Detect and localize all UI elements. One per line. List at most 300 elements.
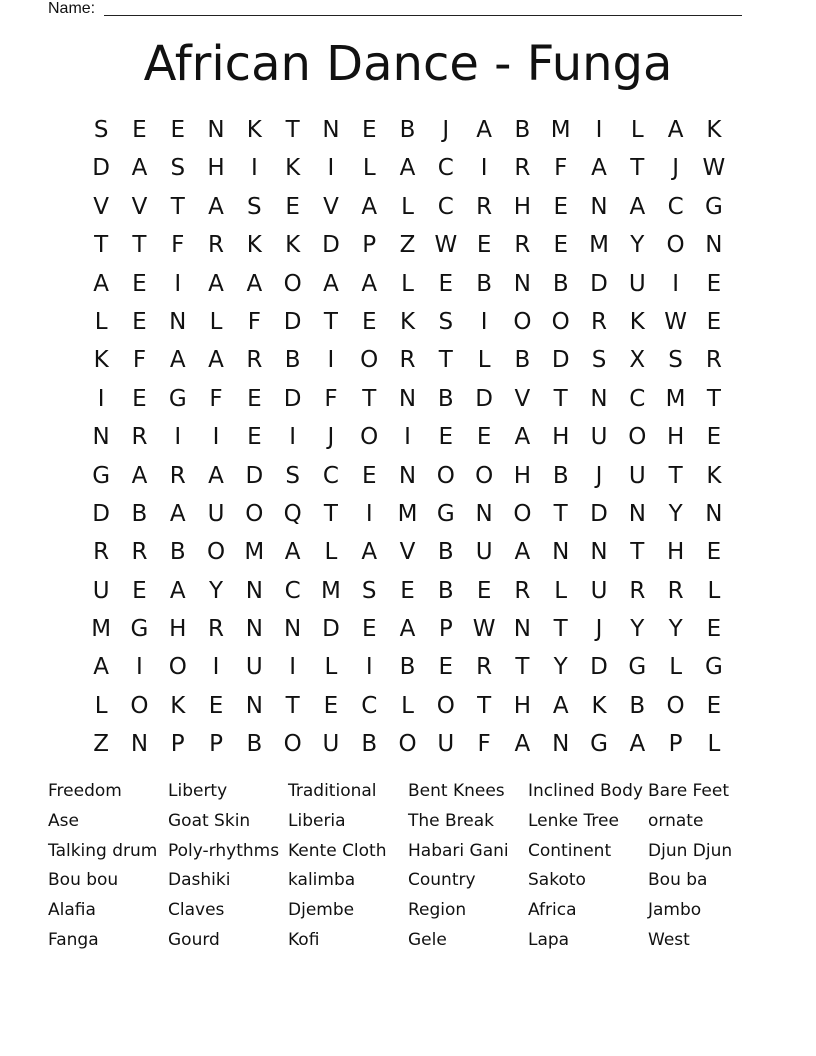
grid-cell: H: [666, 424, 685, 451]
grid-cell: O: [360, 424, 379, 451]
grid-cell: N: [322, 117, 340, 143]
grid-cell: A: [361, 193, 378, 220]
grid-cell: I: [672, 270, 679, 297]
grid-cell: O: [513, 308, 532, 335]
word-list-item: Continent: [528, 840, 612, 861]
word-list-item: Inclined Body: [528, 781, 643, 801]
grid-cell: B: [437, 577, 454, 604]
grid-cell: B: [514, 347, 531, 374]
grid-cell: L: [362, 155, 376, 182]
grid-cell: B: [361, 731, 378, 758]
grid-cell: C: [629, 385, 646, 412]
grid-cell: E: [361, 462, 377, 489]
grid-cell: T: [553, 385, 568, 412]
grid-cell: N: [552, 731, 570, 758]
grid-cell: O: [283, 731, 302, 758]
grid-cell: B: [131, 500, 148, 527]
grid-cell: K: [285, 232, 301, 259]
grid-cell: H: [513, 462, 532, 489]
grid-cell: J: [672, 155, 679, 182]
grid-cell: E: [400, 577, 415, 604]
word-list-item: Alafia: [48, 900, 96, 921]
grid-cell: Y: [668, 500, 683, 527]
grid-cell: M: [397, 500, 418, 527]
word-list-item: Region: [408, 900, 467, 921]
grid-cell: A: [323, 270, 339, 297]
grid-cell: D: [245, 462, 264, 489]
grid-cell: P: [438, 616, 453, 643]
grid-cell: L: [324, 539, 338, 566]
grid-cell: N: [705, 500, 723, 527]
grid-cell: A: [208, 347, 224, 374]
grid-cell: U: [92, 577, 110, 604]
word-list-item: Liberia: [288, 810, 346, 831]
grid-cell: A: [667, 117, 684, 143]
grid-cell: C: [284, 577, 301, 604]
grid-cell: S: [170, 155, 186, 182]
grid-cell: L: [707, 731, 721, 758]
grid-cell: N: [513, 616, 532, 643]
grid-cell: I: [365, 654, 373, 681]
grid-cell: R: [514, 155, 531, 182]
word-list-item: Jambo: [648, 900, 702, 921]
grid-cell: C: [322, 462, 339, 489]
grid-cell: G: [704, 654, 723, 681]
grid-cell: M: [589, 232, 609, 259]
grid-cell: R: [399, 347, 416, 374]
grid-cell: L: [94, 692, 108, 719]
grid-cell: H: [169, 616, 187, 643]
grid-cell: E: [132, 385, 147, 412]
grid-cell: P: [209, 731, 223, 758]
grid-cell: M: [550, 117, 571, 143]
grid-cell: K: [93, 347, 109, 374]
grid-cell: E: [438, 270, 454, 297]
grid-cell: K: [246, 232, 262, 259]
grid-cell: A: [93, 654, 110, 681]
grid-cell: Z: [399, 232, 416, 259]
grid-cell: J: [595, 616, 603, 643]
grid-cell: N: [590, 385, 608, 412]
grid-cell: Y: [630, 232, 645, 259]
grid-cell: Q: [283, 500, 302, 527]
grid-cell: Z: [93, 731, 110, 758]
grid-cell: E: [706, 539, 722, 566]
grid-cell: E: [361, 616, 377, 643]
word-list: [48, 778, 768, 957]
grid-cell: R: [629, 577, 646, 604]
grid-cell: S: [93, 117, 109, 143]
grid-cell: R: [476, 193, 493, 220]
grid-cell: B: [514, 117, 531, 143]
grid-cell: R: [131, 539, 148, 566]
grid-cell: T: [323, 308, 338, 335]
grid-cell: Y: [553, 654, 568, 681]
word-list-item: Kente Cloth: [288, 840, 387, 861]
grid-cell: E: [476, 424, 492, 451]
grid-cell: N: [552, 539, 570, 566]
grid-cell: U: [590, 577, 608, 604]
grid-cell: E: [285, 193, 300, 220]
word-list-item: Traditional: [288, 781, 377, 801]
grid-cell: N: [245, 577, 263, 604]
word-list-item: West: [648, 929, 690, 950]
word-list-item: The Break: [408, 810, 495, 831]
grid-cell: O: [130, 692, 149, 719]
grid-cell: A: [514, 731, 531, 758]
word-list-item: Freedom: [48, 781, 122, 801]
grid-cell: O: [628, 424, 647, 451]
grid-cell: U: [245, 654, 263, 681]
grid-cell: I: [212, 654, 220, 681]
grid-cell: T: [668, 462, 683, 489]
grid-cell: M: [91, 616, 112, 643]
grid-cell: E: [553, 193, 568, 220]
grid-cell: L: [630, 117, 644, 143]
grid-cell: E: [706, 308, 722, 335]
grid-cell: T: [285, 117, 300, 143]
grid-cell: T: [553, 616, 568, 643]
grid-cell: L: [94, 308, 108, 335]
page-title: African Dance - Funga: [143, 36, 673, 92]
grid-cell: H: [666, 539, 685, 566]
grid-cell: E: [132, 270, 147, 297]
grid-cell: R: [514, 577, 531, 604]
grid-cell: S: [438, 308, 454, 335]
word-list-item: Bent Knees: [408, 781, 505, 801]
grid-cell: T: [553, 500, 568, 527]
grid-cell: P: [170, 731, 185, 758]
grid-cell: D: [283, 308, 302, 335]
grid-cell: B: [399, 654, 416, 681]
grid-cell: E: [132, 117, 147, 143]
grid-cell: G: [704, 193, 723, 220]
grid-cell: L: [209, 308, 223, 335]
grid-cell: E: [706, 616, 722, 643]
grid-cell: T: [323, 500, 338, 527]
grid-cell: E: [438, 424, 454, 451]
grid-cell: L: [477, 347, 491, 374]
grid-cell: E: [132, 308, 147, 335]
grid-cell: T: [630, 539, 645, 566]
grid-cell: B: [437, 539, 454, 566]
grid-cell: D: [475, 385, 493, 412]
grid-cell: N: [513, 270, 532, 297]
grid-cell: F: [132, 347, 147, 374]
grid-cell: W: [702, 155, 726, 182]
grid-cell: H: [552, 424, 570, 451]
word-list-item: Poly-rhythms: [168, 840, 280, 861]
grid-cell: C: [437, 155, 454, 182]
grid-cell: E: [706, 692, 722, 719]
grid-cell: L: [707, 577, 721, 604]
grid-cell: A: [246, 270, 263, 297]
grid-cell: P: [668, 731, 683, 758]
grid-cell: I: [595, 117, 603, 143]
grid-cell: A: [629, 193, 646, 220]
grid-cell: E: [361, 117, 377, 143]
word-list-item: Bou bou: [48, 870, 119, 891]
grid-cell: S: [361, 577, 377, 604]
grid-cell: H: [513, 193, 532, 220]
grid-cell: T: [438, 347, 453, 374]
grid-cell: E: [247, 385, 262, 412]
grid-cell: E: [323, 692, 339, 719]
grid-cell: N: [398, 385, 417, 412]
grid-cell: N: [475, 500, 493, 527]
word-list-item: Gele: [408, 929, 447, 950]
grid-cell: U: [475, 539, 493, 566]
grid-cell: D: [590, 500, 608, 527]
grid-cell: R: [169, 462, 186, 489]
word-list-item: Liberty: [168, 781, 228, 801]
name-line: [104, 15, 742, 16]
grid-cell: I: [480, 155, 488, 182]
grid-cell: A: [208, 193, 224, 220]
grid-cell: O: [436, 692, 455, 719]
grid-cell: P: [362, 232, 377, 259]
grid-cell: V: [323, 193, 339, 220]
grid-cell: G: [130, 616, 149, 643]
grid-cell: R: [514, 232, 531, 259]
grid-cell: O: [551, 308, 570, 335]
grid-cell: O: [206, 539, 226, 566]
grid-cell: V: [514, 385, 531, 412]
grid-cell: A: [552, 692, 569, 719]
grid-cell: N: [130, 731, 149, 758]
grid-cell: K: [706, 117, 722, 143]
grid-cell: D: [551, 347, 570, 374]
grid-cell: A: [361, 539, 378, 566]
grid-cell: U: [322, 731, 340, 758]
grid-cell: L: [554, 577, 568, 604]
grid-cell: R: [705, 347, 722, 374]
grid-cell: A: [514, 424, 531, 451]
grid-cell: B: [246, 731, 263, 758]
grid-cell: A: [514, 539, 531, 566]
grid-cell: K: [285, 155, 301, 182]
grid-cell: D: [92, 500, 110, 527]
grid-cell: N: [207, 117, 225, 143]
grid-cell: V: [131, 193, 148, 220]
grid-cell: J: [595, 462, 603, 489]
grid-cell: D: [590, 654, 608, 681]
grid-cell: N: [92, 424, 110, 451]
grid-cell: C: [667, 193, 684, 220]
word-list-item: Talking drum: [48, 840, 158, 861]
name-label: Name:: [48, 0, 96, 17]
grid-cell: T: [132, 232, 147, 259]
grid-cell: N: [628, 500, 646, 527]
word-list-item: Claves: [168, 900, 225, 921]
grid-cell: N: [398, 462, 417, 489]
grid-cell: A: [476, 117, 492, 143]
grid-cell: E: [706, 270, 722, 297]
grid-cell: B: [476, 270, 492, 297]
grid-cell: N: [590, 539, 608, 566]
grid-cell: S: [247, 193, 262, 220]
grid-cell: K: [706, 462, 722, 489]
word-list-item: Lapa: [528, 929, 570, 950]
grid-cell: V: [93, 193, 110, 220]
grid-cell: I: [365, 500, 373, 527]
grid-cell: A: [284, 539, 301, 566]
grid-cell: E: [208, 692, 224, 719]
grid-cell: I: [327, 347, 335, 374]
grid-cell: A: [399, 155, 416, 182]
grid-cell: N: [245, 692, 263, 719]
word-list-item: Bou ba: [648, 870, 708, 891]
word-list-item: Djembe: [288, 900, 355, 921]
grid-cell: A: [169, 500, 186, 527]
grid-cell: G: [628, 654, 647, 681]
grid-cell: K: [629, 308, 645, 335]
grid-cell: G: [590, 731, 608, 758]
grid-cell: J: [327, 424, 335, 451]
grid-cell: A: [131, 155, 148, 182]
grid-cell: J: [442, 117, 450, 143]
grid-cell: L: [669, 654, 683, 681]
word-list-item: ornate: [648, 810, 704, 831]
grid-cell: R: [131, 424, 148, 451]
grid-cell: A: [208, 270, 224, 297]
grid-cell: D: [322, 616, 340, 643]
grid-cell: I: [250, 155, 258, 182]
grid-cell: A: [399, 616, 416, 643]
grid-cell: E: [553, 232, 568, 259]
grid-cell: X: [629, 347, 646, 374]
grid-cell: W: [472, 616, 496, 643]
grid-cell: E: [706, 424, 722, 451]
grid-cell: B: [552, 462, 569, 489]
grid-cell: U: [628, 270, 646, 297]
grid-cell: G: [92, 462, 111, 489]
grid-cell: U: [590, 424, 608, 451]
grid-cell: Y: [668, 616, 683, 643]
grid-cell: D: [590, 270, 608, 297]
grid-cell: O: [666, 692, 685, 719]
grid-cell: I: [289, 654, 297, 681]
grid-cell: L: [401, 270, 414, 297]
grid-cell: K: [399, 308, 416, 335]
grid-cell: R: [246, 347, 263, 374]
grid-cell: R: [93, 539, 110, 566]
grid-cell: B: [399, 117, 416, 143]
grid-cell: D: [322, 232, 340, 259]
grid-cell: E: [476, 577, 492, 604]
grid-cell: T: [285, 692, 300, 719]
grid-cell: U: [628, 462, 646, 489]
grid-cell: A: [208, 462, 224, 489]
grid-cell: B: [437, 385, 454, 412]
grid-cell: I: [136, 654, 143, 681]
grid-cell: E: [247, 424, 262, 451]
grid-cell: V: [399, 539, 416, 566]
grid-cell: A: [93, 270, 110, 297]
grid-cell: T: [94, 232, 109, 259]
grid-cell: M: [665, 385, 686, 412]
grid-cell: E: [361, 308, 377, 335]
grid-cell: S: [591, 347, 607, 374]
grid-cell: U: [207, 500, 225, 527]
grid-cell: H: [207, 155, 225, 182]
grid-cell: O: [666, 232, 685, 259]
grid-cell: B: [552, 270, 569, 297]
grid-cell: F: [324, 385, 338, 412]
grid-cell: B: [629, 692, 646, 719]
grid-cell: T: [706, 385, 721, 412]
grid-cell: O: [398, 731, 417, 758]
grid-cell: R: [667, 577, 684, 604]
grid-cell: R: [208, 232, 225, 259]
grid-cell: F: [247, 308, 261, 335]
grid-cell: B: [169, 539, 186, 566]
grid-cell: O: [245, 500, 264, 527]
grid-cell: W: [664, 308, 687, 335]
grid-cell: F: [171, 232, 185, 259]
word-list-item: Country: [408, 870, 476, 891]
grid-cell: F: [209, 385, 223, 412]
word-list-item: kalimba: [288, 870, 356, 891]
grid-cell: T: [515, 654, 530, 681]
grid-cell: T: [170, 193, 185, 220]
grid-cell: K: [246, 117, 262, 143]
grid-cell: I: [289, 424, 297, 451]
grid-cell: K: [170, 692, 186, 719]
grid-cell: O: [475, 462, 494, 489]
grid-cell: A: [131, 462, 148, 489]
word-list-item: Kofi: [288, 929, 320, 950]
word-list-item: Djun Djun: [648, 840, 733, 861]
grid-cell: H: [513, 692, 532, 719]
grid-cell: T: [362, 385, 377, 412]
grid-cell: U: [437, 731, 455, 758]
grid-cell: R: [476, 654, 493, 681]
grid-cell: N: [245, 616, 263, 643]
word-list-item: Gourd: [168, 929, 220, 950]
grid-cell: D: [92, 155, 110, 182]
grid-cell: I: [174, 424, 182, 451]
grid-cell: Y: [209, 577, 224, 604]
grid-cell: A: [591, 155, 607, 182]
grid-cell: I: [480, 308, 488, 335]
grid-cell: N: [705, 232, 723, 259]
grid-cell: O: [283, 270, 302, 297]
grid-cell: N: [284, 616, 302, 643]
word-list-item: Fanga: [48, 929, 99, 950]
grid-cell: I: [97, 385, 105, 412]
grid-cell: G: [436, 500, 455, 527]
grid-cell: Y: [630, 616, 645, 643]
grid-cell: B: [284, 347, 301, 374]
grid-cell: F: [477, 731, 491, 758]
grid-cell: R: [591, 308, 607, 335]
grid-cell: L: [401, 692, 414, 719]
grid-cell: W: [434, 232, 458, 259]
grid-cell: A: [169, 347, 186, 374]
word-list-item: Lenke Tree: [528, 810, 619, 831]
grid-cell: T: [477, 692, 492, 719]
grid-cell: N: [169, 308, 187, 335]
word-list-item: Habari Gani: [408, 840, 509, 861]
grid-cell: L: [324, 654, 338, 681]
grid-cell: O: [168, 654, 187, 681]
grid-cell: C: [361, 692, 378, 719]
grid-cell: A: [169, 577, 186, 604]
grid-cell: A: [629, 731, 646, 758]
grid-cell: K: [591, 692, 607, 719]
grid-cell: I: [327, 155, 335, 182]
